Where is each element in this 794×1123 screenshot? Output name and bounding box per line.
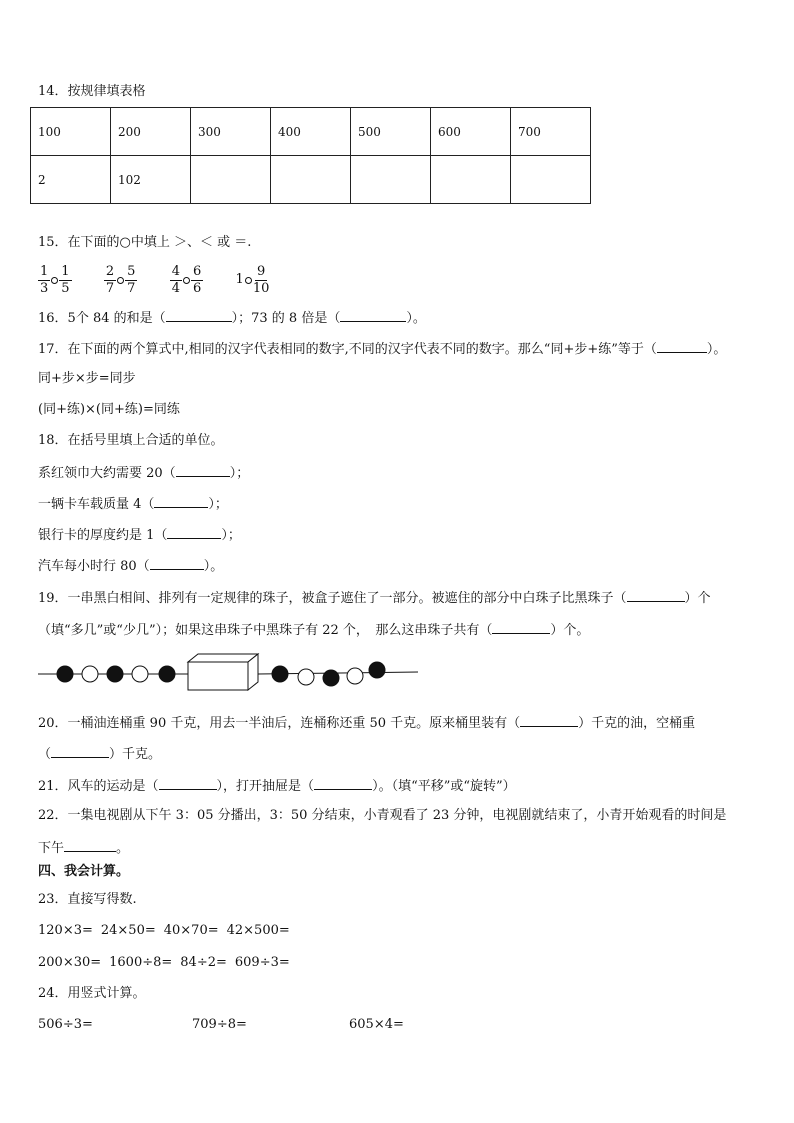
table-cell: 500	[351, 108, 431, 156]
calc-item: 609÷3=	[234, 955, 290, 970]
fraction: $\frac{2}{7}$	[105, 263, 115, 296]
bead	[272, 666, 288, 682]
q20-text: 20．一桶油连桶重 90 千克，用去一半油后，连桶称还重 50 千克。原来桶里装有（	[38, 716, 521, 731]
compare-circle[interactable]	[183, 277, 190, 284]
q19-text: ）个。	[550, 623, 590, 638]
answer-blank[interactable]	[340, 308, 406, 322]
calc-item: 200×30=	[38, 955, 102, 970]
q23-title: 23．直接写得数.	[38, 892, 137, 907]
q20-text: ）千克。	[109, 747, 162, 762]
q16-text: ）；73 的 8 倍是（	[231, 311, 341, 326]
answer-cell[interactable]	[431, 156, 511, 204]
q20-text: （	[38, 747, 52, 762]
q15-title: 15．在下面的○中填上 ＞、＜ 或 ＝.	[38, 235, 252, 250]
q24-item: 605×4=	[349, 1017, 404, 1032]
answer-blank[interactable]	[150, 556, 204, 570]
answer-blank[interactable]	[167, 525, 221, 539]
table-row	[31, 108, 591, 156]
bead	[159, 666, 175, 682]
q19-text: 19．一串黑白相间、排列有一定规律的珠子，被盒子遮住了一部分。被遮住的部分中白珠子比黑珠子（	[38, 591, 627, 606]
fraction: $\frac{1}{3}$	[40, 263, 49, 296]
answer-blank[interactable]	[176, 463, 230, 477]
q19-text: ）个	[684, 591, 711, 606]
answer-cell[interactable]	[511, 156, 591, 204]
table-cell: 600	[431, 108, 511, 156]
q22-line-2	[38, 838, 129, 858]
calc-item: 24×50=	[100, 923, 156, 938]
bead	[82, 666, 98, 682]
bead	[369, 662, 385, 678]
q19-text: （填“多几”或“少几”）；如果这串珠子中黑珠子有 22 个， 那么这串珠子共有（	[38, 623, 493, 638]
q19-line-2	[38, 620, 589, 640]
sequence-table	[30, 107, 591, 204]
q17-equation-1: 同+步×步=同步	[38, 371, 136, 386]
bead	[57, 666, 73, 682]
bead	[132, 666, 148, 682]
bead-string-figure	[38, 648, 428, 698]
q18-text: 一辆卡车载质量 4（	[38, 497, 155, 512]
q18-text: ）；	[229, 466, 250, 481]
table-cell: 100	[31, 108, 111, 156]
answer-blank[interactable]	[492, 620, 550, 634]
q21-line	[38, 776, 516, 796]
table-cell: 102	[111, 156, 191, 204]
q18-title: 18．在括号里填上合适的单位。	[38, 433, 224, 448]
calc-item: 1600÷8=	[109, 955, 173, 970]
answer-cell[interactable]	[191, 156, 271, 204]
answer-blank[interactable]	[520, 713, 578, 727]
q23-row-1	[38, 922, 290, 940]
q20-line-2	[38, 744, 161, 764]
answer-cell[interactable]	[271, 156, 351, 204]
answer-blank[interactable]	[51, 744, 109, 758]
table-row	[31, 156, 591, 204]
q21-text: ），打开抽屉是（	[216, 779, 315, 794]
section-heading: 四、我会计算。	[38, 864, 130, 879]
compare-circle[interactable]	[117, 277, 124, 284]
q22-text: 下午	[38, 841, 65, 856]
calc-item: 42×500=	[226, 923, 290, 938]
bead	[347, 668, 363, 684]
q17-text: 17．在下面的两个算式中,相同的汉字代表相同的数字,不同的汉字代表不同的数字。那么“同+步+练”等于（	[38, 342, 657, 357]
calc-item: 84÷2=	[180, 955, 227, 970]
bead	[298, 669, 314, 685]
answer-cell[interactable]	[351, 156, 431, 204]
q15-comparisons	[38, 260, 269, 301]
table-cell: 2	[31, 156, 111, 204]
answer-blank[interactable]	[159, 776, 217, 790]
table-cell: 300	[191, 108, 271, 156]
q23-row-2	[38, 954, 290, 972]
q21-text: ）。（填“平移”或“旋转”）	[372, 779, 516, 794]
compare-circle[interactable]	[51, 277, 58, 284]
q18-text: ）。	[203, 559, 224, 574]
fraction: $\frac{1}{5}$	[61, 263, 70, 296]
q18-text: 银行卡的厚度约是 1（	[38, 528, 168, 543]
q20-line-1	[38, 713, 695, 733]
answer-blank[interactable]	[166, 308, 232, 322]
q22-line-1: 22．一集电视剧从下午 3：05 分播出，3：50 分结束，小青观看了 23 分钟，电视剧就结束了，小青开始观看的时间是	[38, 808, 727, 823]
bead	[107, 666, 123, 682]
q16-text: ）。	[406, 311, 426, 326]
q17-line	[38, 339, 726, 359]
q24-item: 506÷3=	[38, 1017, 93, 1032]
answer-blank[interactable]	[657, 339, 707, 353]
q18-text: 系红领巾大约需要 20（	[38, 466, 176, 481]
q18-text: 汽车每小时行 80（	[38, 559, 150, 574]
q17-equation-2: (同+练)×(同+练)=同练	[38, 402, 180, 417]
q18-item	[38, 463, 249, 483]
answer-blank[interactable]	[314, 776, 372, 790]
calc-item: 40×70=	[163, 923, 219, 938]
q18-item	[38, 525, 241, 545]
table-cell: 200	[111, 108, 191, 156]
fraction: $\frac{4}{4}$	[171, 263, 180, 296]
q24-item: 709÷8=	[192, 1017, 247, 1032]
table-cell: 400	[271, 108, 351, 156]
answer-blank[interactable]	[627, 588, 685, 602]
q16-text: 16．5个 84 的和是（	[38, 311, 166, 326]
q21-text: 21．风车的运动是（	[38, 779, 159, 794]
q18-item	[38, 494, 228, 514]
answer-blank[interactable]	[154, 494, 208, 508]
fraction: $\frac{5}{7}$	[127, 263, 136, 296]
answer-blank[interactable]	[64, 838, 116, 852]
q20-text: ）千克的油，空桶重	[578, 716, 696, 731]
whole-number: 1	[235, 272, 244, 287]
calc-item: 120×3=	[38, 923, 93, 938]
bead	[323, 670, 339, 686]
q24-title: 24．用竖式计算。	[38, 986, 146, 1001]
q18-text: ）；	[221, 528, 241, 543]
fraction: $\frac{6}{6}$	[192, 263, 202, 296]
q18-item	[38, 556, 223, 576]
q17-text: ）。	[706, 342, 727, 357]
q22-text: 。	[116, 841, 130, 856]
q14-title: 14．按规律填表格	[38, 84, 146, 99]
covering-box	[188, 654, 258, 690]
q19-line-1	[38, 588, 711, 608]
compare-circle[interactable]	[245, 277, 252, 284]
table-cell: 700	[511, 108, 591, 156]
q16-line	[38, 308, 426, 328]
fraction: $\frac{9}{10}$	[252, 263, 270, 296]
q18-text: ）；	[208, 497, 228, 512]
